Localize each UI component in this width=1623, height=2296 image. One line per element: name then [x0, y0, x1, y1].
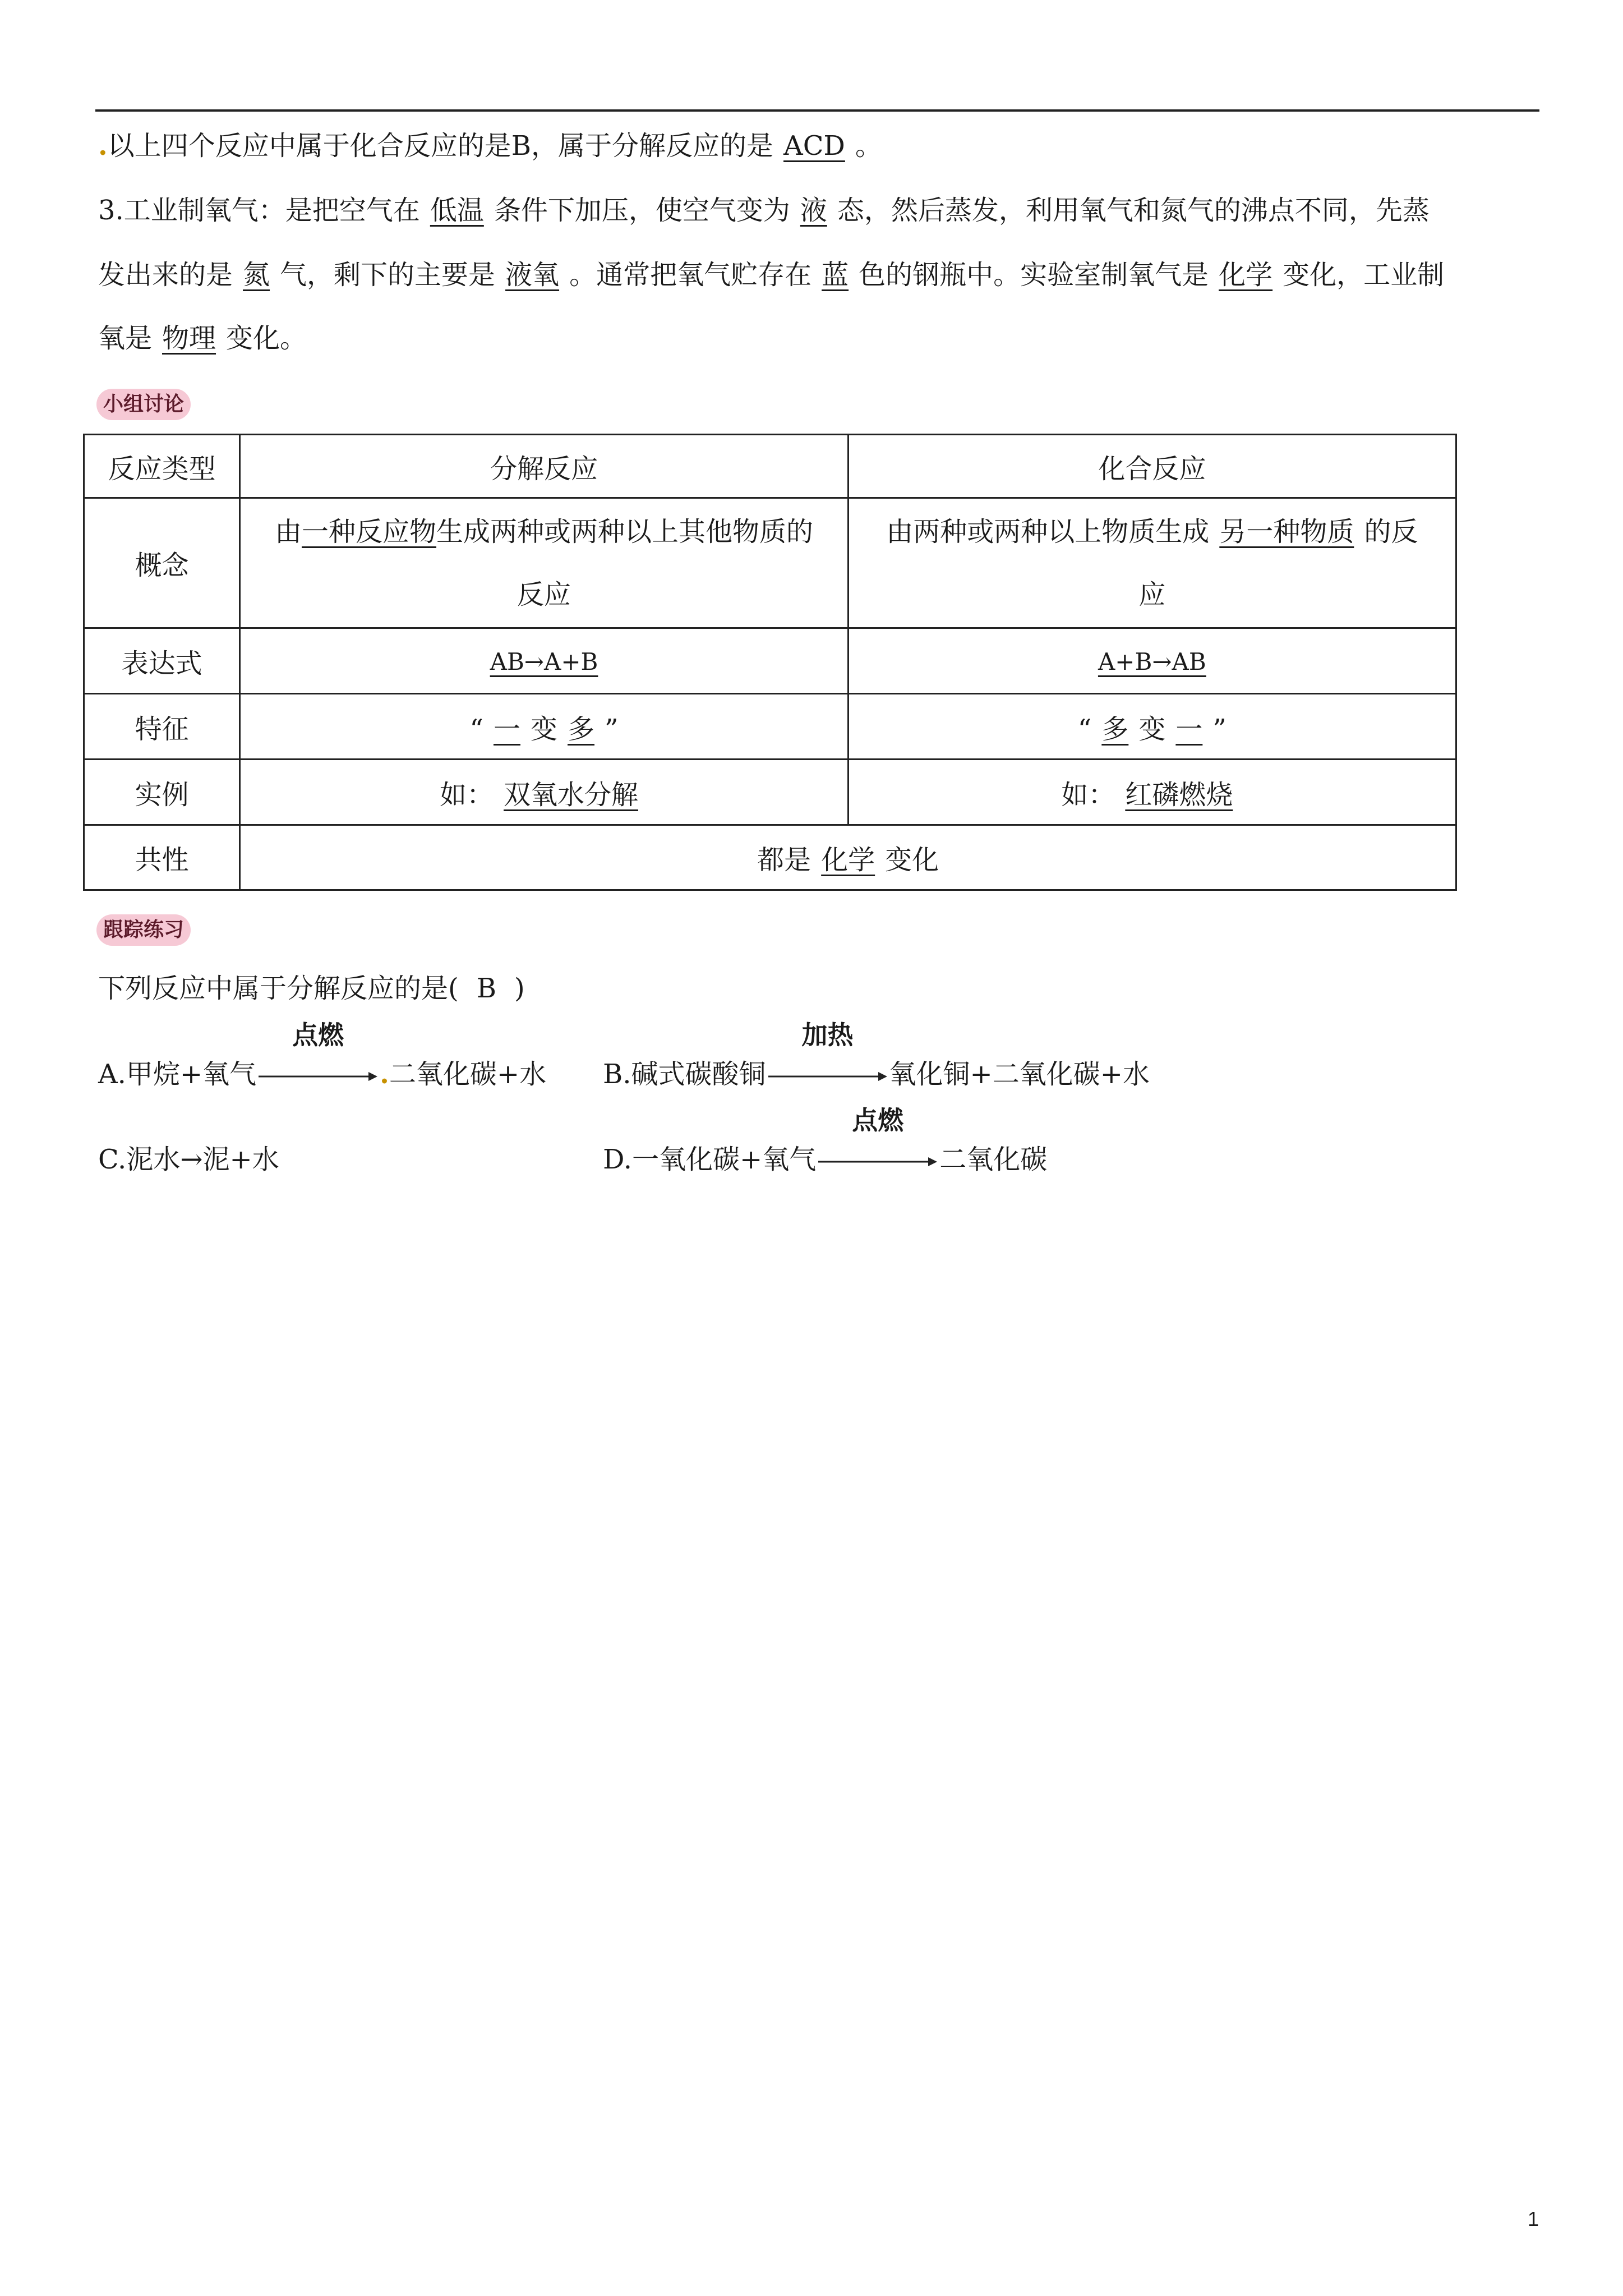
- reaction-comparison-table: [83, 434, 1457, 891]
- decomp-expression-cell: [240, 628, 848, 694]
- blank-decomp-example: 双氧水分解: [504, 779, 639, 811]
- combo-feature-cell: [848, 694, 1456, 760]
- header-cell-combination: 化合反应: [848, 435, 1456, 498]
- blank-chemical-change: 化学: [821, 844, 875, 876]
- option-text: 二氧化碳: [939, 1144, 1048, 1175]
- option-c: [98, 1137, 279, 1182]
- table-row: [84, 760, 1456, 825]
- decomp-expression-blank: AB→A+B: [490, 648, 598, 675]
- table-row: [84, 694, 1456, 760]
- blank-many: 多: [568, 713, 595, 745]
- item3-text: 3.工业制氧气：是把空气在: [98, 195, 420, 226]
- quote-close: ”: [605, 713, 619, 745]
- reaction-arrow: [256, 1020, 380, 1097]
- item3-text: 条件下加压，使空气变为: [494, 195, 790, 226]
- condition-heat: 加热: [801, 1020, 854, 1050]
- header-cell-type: 反应类型: [84, 435, 240, 498]
- option-text: 氧化铜+二氧化碳+水: [889, 1059, 1150, 1090]
- item3-line1: [98, 188, 1430, 233]
- cell-text: 由两种或两种以上物质生成: [886, 516, 1210, 547]
- option-b: [603, 1020, 1150, 1097]
- blank-blue: 蓝: [822, 259, 849, 291]
- blank-many: 多: [1101, 713, 1129, 745]
- item3-text: 态，然后蒸发，利用氧气和氮气的沸点不同，先蒸: [837, 195, 1430, 226]
- quote-open: “: [1077, 713, 1092, 745]
- table-row: [84, 628, 1456, 694]
- common-cell: [240, 825, 1456, 890]
- combo-example-cell: [848, 760, 1456, 825]
- cell-text: 都是: [757, 844, 811, 876]
- row-label-feature: 特征: [84, 694, 240, 760]
- cell-text: 变: [1138, 713, 1166, 745]
- section-tag-practice: 跟踪练习: [96, 914, 191, 946]
- blank-combo-example: 红磷燃烧: [1125, 779, 1233, 811]
- table-row: [84, 435, 1456, 498]
- arrow-right-icon: [766, 1068, 889, 1085]
- option-text: C.泥水→泥+水: [98, 1144, 279, 1175]
- item3-text: 变化。: [226, 323, 307, 354]
- table-row: [84, 498, 1456, 628]
- item3-text: 。通常把氧气贮存在: [569, 259, 812, 291]
- decomp-feature-cell: [240, 694, 848, 760]
- cell-text: 的反: [1364, 516, 1418, 547]
- cell-text: 变: [530, 713, 557, 745]
- option-text: A.甲烷+氧气: [98, 1059, 257, 1090]
- intro-end: 。: [855, 130, 882, 162]
- page-number: 1: [1527, 2207, 1539, 2230]
- option-text: 二氧化碳+水: [389, 1059, 547, 1090]
- item3-text: 氧是: [98, 323, 153, 354]
- reaction-arrow: [816, 1105, 939, 1182]
- quote-close: ”: [1212, 713, 1227, 745]
- cell-text: 生成两种或两种以上其他物质的: [436, 516, 814, 547]
- question-text: 下列反应中属于分解反应的是(: [98, 973, 459, 1004]
- cell-text: 如：: [439, 779, 494, 811]
- question-close: ): [514, 973, 525, 1004]
- item3-text: 色的钢瓶中。实验室制氧气是: [859, 259, 1209, 291]
- blank-low-temp: 低温: [430, 195, 484, 226]
- row-label-expression: 表达式: [84, 628, 240, 694]
- blank-physical: 物理: [162, 323, 216, 354]
- intro-text: 以上四个反应中属于化合反应的是: [107, 130, 511, 162]
- item3-line3: [98, 316, 307, 361]
- blank-chemical: 化学: [1219, 259, 1273, 291]
- blank-nitrogen: 氮: [243, 259, 270, 291]
- decomp-example-cell: [240, 760, 848, 825]
- combo-answer: B: [511, 130, 532, 162]
- item3-text: 气，剩下的主要是: [280, 259, 496, 291]
- decomp-concept-cell: [240, 498, 848, 628]
- intro-text-2: ，属于分解反应的是: [531, 130, 774, 162]
- combo-expression-blank: A+B→AB: [1098, 648, 1206, 675]
- header-rule: [95, 109, 1539, 112]
- cell-text: 应: [1138, 578, 1166, 610]
- decomp-answer-blank: ACD: [783, 130, 845, 162]
- cell-text: 由: [274, 516, 302, 547]
- item3-line2: [98, 252, 1444, 297]
- row-label-common: 共性: [84, 825, 240, 890]
- blank-liquid-oxygen: 液氧: [505, 259, 560, 291]
- blank-liquid: 液: [800, 195, 827, 226]
- section-tag-discussion: 小组讨论: [96, 389, 191, 420]
- row-label-concept: 概念: [84, 498, 240, 628]
- cell-text: 变化: [885, 844, 939, 876]
- mark-dot: .: [98, 130, 108, 162]
- option-d: [603, 1105, 1048, 1182]
- intro-line: [98, 123, 882, 168]
- option-text: B.碱式碳酸铜: [603, 1059, 766, 1090]
- blank-one: 一: [1175, 713, 1203, 745]
- combo-expression-cell: [848, 628, 1456, 694]
- table-row: [84, 825, 1456, 890]
- blank-one-reactant: 一种反应物: [301, 516, 436, 547]
- cell-text: 反应: [517, 578, 571, 610]
- arrow-right-icon: [816, 1153, 939, 1170]
- option-text: D.一氧化碳+氧气: [603, 1144, 817, 1175]
- item3-text: 发出来的是: [98, 259, 233, 291]
- cell-text: 如：: [1061, 779, 1115, 811]
- reaction-arrow: [766, 1020, 889, 1097]
- blank-another-substance: 另一种物质: [1219, 516, 1354, 547]
- blank-one: 一: [493, 713, 520, 745]
- arrow-right-icon: [256, 1068, 380, 1085]
- question-answer: B: [476, 973, 497, 1004]
- combo-concept-cell: [848, 498, 1456, 628]
- item3-text: 变化，工业制: [1283, 259, 1445, 291]
- question-stem: [98, 966, 525, 1011]
- quote-open: “: [469, 713, 483, 745]
- header-cell-decomposition: 分解反应: [240, 435, 848, 498]
- condition-ignite: 点燃: [852, 1105, 904, 1135]
- option-a: [98, 1020, 547, 1097]
- row-label-example: 实例: [84, 760, 240, 825]
- mark-dot: .: [380, 1059, 389, 1090]
- condition-ignite: 点燃: [292, 1020, 344, 1050]
